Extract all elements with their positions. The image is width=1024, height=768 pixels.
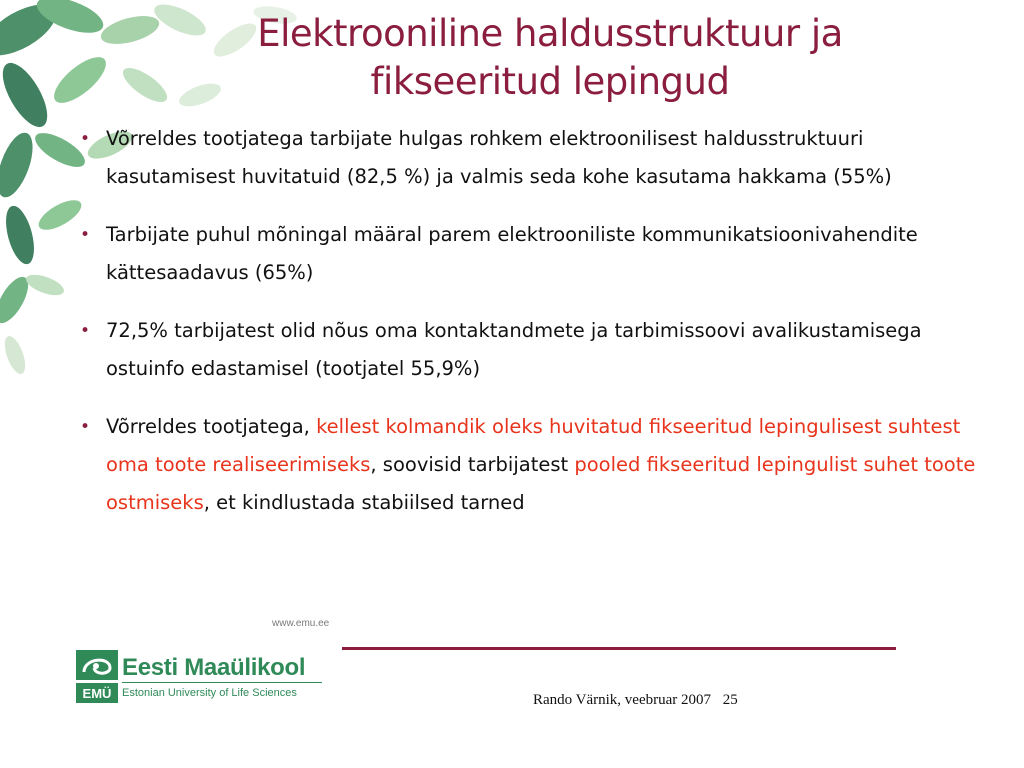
title-line-2: fikseeritud lepingud: [370, 60, 730, 103]
bullet-text: 72,5% tarbijatest olid nõus oma kontaktandmete ja tarbimissoovi avalikustamisega ostuinfo edastamisel (tootjatel 55,9%): [106, 319, 922, 380]
bullet-highlight: pooled fikseeritud lepingulist suhet toote ostmiseks: [106, 453, 976, 514]
bullet-item: [80, 120, 985, 196]
bullet-text: Võrreldes tootjatega tarbijate hulgas rohkem elektroonilisest haldusstruktuuri kasutamisest huvitatuid (82,5 %) ja valmis seda kohe kasutama hakkama (55%): [106, 127, 892, 188]
bullet-text-part: , soovisid tarbijatest: [370, 453, 575, 476]
page-number: 25: [722, 692, 738, 708]
emu-logo-icon: [76, 650, 118, 706]
logo-divider: [122, 682, 322, 683]
bullet-icon: •: [80, 129, 91, 149]
bullet-list: [80, 120, 985, 542]
title-line-1: Elektrooniline haldusstruktuur ja: [257, 12, 843, 55]
university-logo: [76, 618, 336, 708]
slide-footer: [533, 692, 738, 709]
bullet-text-part: , et kindlustada stabiilsed tarned: [203, 491, 525, 514]
footer-author-date: Rando Värnik, veebruar 2007: [533, 692, 712, 708]
bullet-text: Tarbijate puhul mõningal määral parem elektrooniliste kommunikatsioonivahendite kättesaadavus (65%): [106, 223, 918, 284]
logo-name: Eesti Maaülikool: [122, 654, 306, 681]
logo-url: www.emu.ee: [272, 618, 330, 629]
bullet-text-part: Võrreldes tootjatega,: [106, 415, 317, 438]
bullet-item: [80, 408, 985, 522]
slide-title: [200, 10, 900, 106]
bullet-icon: •: [80, 321, 91, 341]
bullet-item: [80, 312, 985, 388]
divider-line: [342, 647, 896, 650]
bullet-icon: •: [80, 417, 91, 437]
bullet-highlight: kellest kolmandik oleks huvitatud fikseeritud lepingulisest suhtest oma toote realiseerimiseks: [106, 415, 961, 476]
bullet-icon: •: [80, 225, 91, 245]
bullet-item: [80, 216, 985, 292]
logo-mark-text: EMÜ: [82, 686, 112, 701]
logo-subtitle: Estonian University of Life Sciences: [122, 687, 297, 699]
